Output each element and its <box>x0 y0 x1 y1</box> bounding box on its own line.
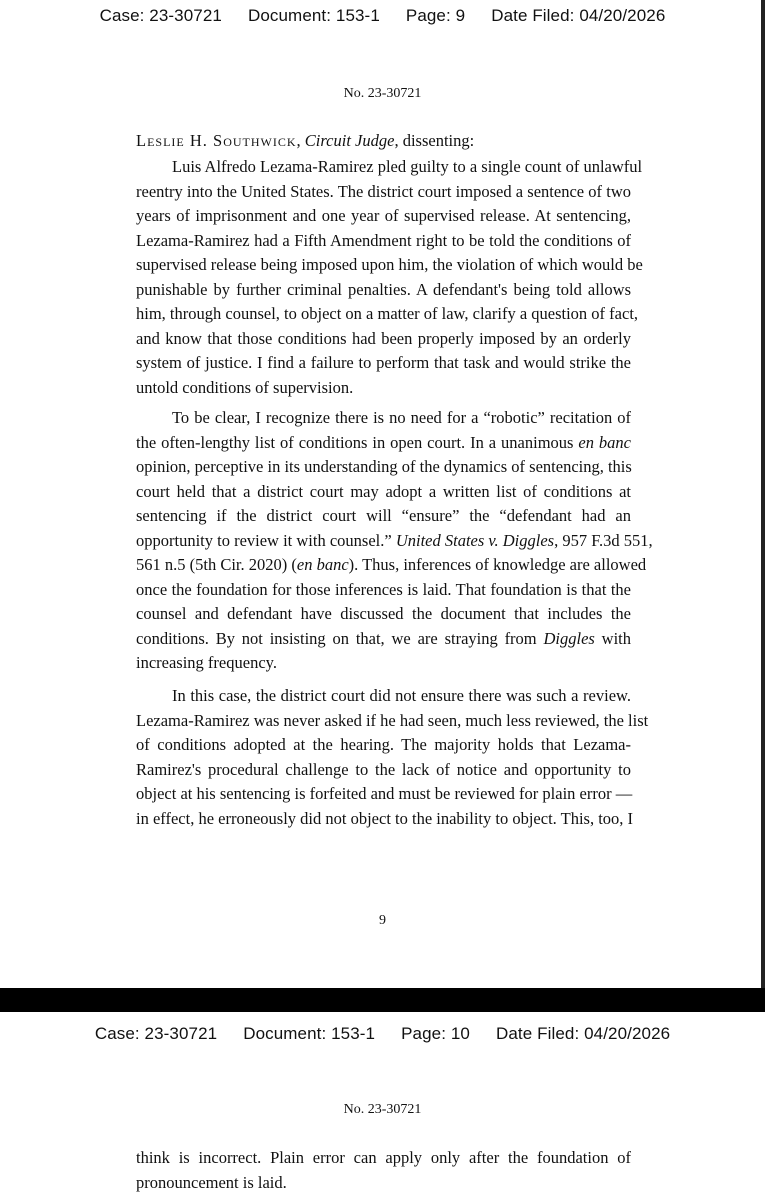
paragraph-line: pronouncement is laid. <box>136 1172 287 1192</box>
paragraph-line: supervised release being imposed upon him, the violation of which would be <box>136 255 643 274</box>
paragraph-line: Ramirez's procedural challenge to the lack of notice and opportunity to <box>136 759 631 779</box>
italic-term: en banc <box>296 555 349 574</box>
paragraph-line: once the foundation for those inferences is laid. That foundation is that the <box>136 579 631 599</box>
paragraph-line: To be clear, I recognize there is no need for a “robotic” recitation of <box>172 408 631 427</box>
paragraph-line: system of justice. I find a failure to perform that task and would strike the <box>136 353 631 372</box>
paragraph-line: increasing frequency. <box>136 653 277 672</box>
paragraph-line: think is incorrect. Plain error can apply only after the foundation of <box>136 1148 631 1167</box>
paragraph-line: object at his sentencing is forfeited and must be reviewed for plain error — <box>136 784 633 803</box>
header-case: Case: 23-30721 <box>94 1024 218 1043</box>
paragraph-line: reentry into the United States. The district court imposed a sentence of two <box>136 181 631 201</box>
paragraph-line: In this case, the district court did not ensure there was such a review. <box>172 686 631 705</box>
header-document: Document: 153-1 <box>243 1024 376 1043</box>
paragraph-line: opinion, perceptive in its understanding of the dynamics of sentencing, this <box>136 457 632 476</box>
paragraph-line: him, through counsel, to object on a matter of law, clarify a question of fact, <box>136 304 639 323</box>
header-page: Page: 10 <box>401 1024 470 1043</box>
case-number: No. 23-30721 <box>343 1102 422 1117</box>
paragraph-line: Luis Alfredo Lezama-Ramirez pled guilty to a single count of unlawful <box>172 157 643 176</box>
paragraph-line: conditions. By not insisting on that, we are straying from Diggles with <box>136 628 632 648</box>
paragraph-line: Lezama-Ramirez had a Fifth Amendment right to be told the conditions of <box>136 230 631 250</box>
header-date-filed: Date Filed: 04/20/2026 <box>495 1024 671 1043</box>
paragraph-line: court held that a district court may adopt a written list of conditions at <box>136 481 631 501</box>
paragraph-line: opportunity to review it with counsel.” United States v. Diggles, 957 F.3d 551, <box>136 530 653 550</box>
paragraph-line: 561 n.5 (5th Cir. 2020) (en banc). Thus, inferences of knowledge are allowed <box>136 555 647 574</box>
page-edge <box>761 0 765 988</box>
page-separator <box>0 988 765 1012</box>
page-10 <box>0 1012 765 1200</box>
italic-term: en banc <box>578 432 631 452</box>
paragraph-line: punishable by further criminal penalties. A defendant's being told allows <box>136 279 631 299</box>
header-page: Page: 9 <box>405 6 466 25</box>
header-date-filed: Date Filed: 04/20/2026 <box>491 6 666 25</box>
signature-suffix: , dissenting: <box>394 131 475 150</box>
judge-name: Leslie H. Southwick <box>136 131 297 150</box>
paragraph-line: years of imprisonment and one year of supervised release. At sentencing, <box>136 206 631 225</box>
paragraph-line: of conditions adopted at the hearing. The majority holds that Lezama- <box>136 735 631 754</box>
header-case: Case: 23-30721 <box>99 6 222 25</box>
paragraph-line: sentencing if the district court will “ensure” the “defendant had an <box>136 506 631 525</box>
page-header <box>0 6 765 26</box>
paragraph-line: and know that those conditions had been properly imposed by an orderly <box>136 328 631 348</box>
header-document: Document: 153-1 <box>247 6 380 25</box>
paragraph-line: Lezama-Ramirez was never asked if he had seen, much less reviewed, the list <box>136 710 649 730</box>
page-header <box>0 1024 765 1044</box>
paragraph-line: counsel and defendant have discussed the document that includes the <box>136 604 631 623</box>
paragraph-line: the often-lengthy list of conditions in open court. In a unanimous en banc <box>136 432 631 452</box>
case-citation: Diggles <box>543 628 595 648</box>
case-citation: United States v. Diggles <box>395 530 555 550</box>
paragraph-line: untold conditions of supervision. <box>136 377 354 397</box>
case-number: No. 23-30721 <box>343 86 422 101</box>
paragraph-line: in effect, he erroneously did not object to the inability to object. This, too, I <box>136 808 634 828</box>
judge-signature-line: Leslie H. Southwick, Circuit Judge, dissenting: <box>136 131 475 150</box>
judge-title: Circuit Judge <box>304 131 395 150</box>
page-number: 9 <box>379 913 386 928</box>
